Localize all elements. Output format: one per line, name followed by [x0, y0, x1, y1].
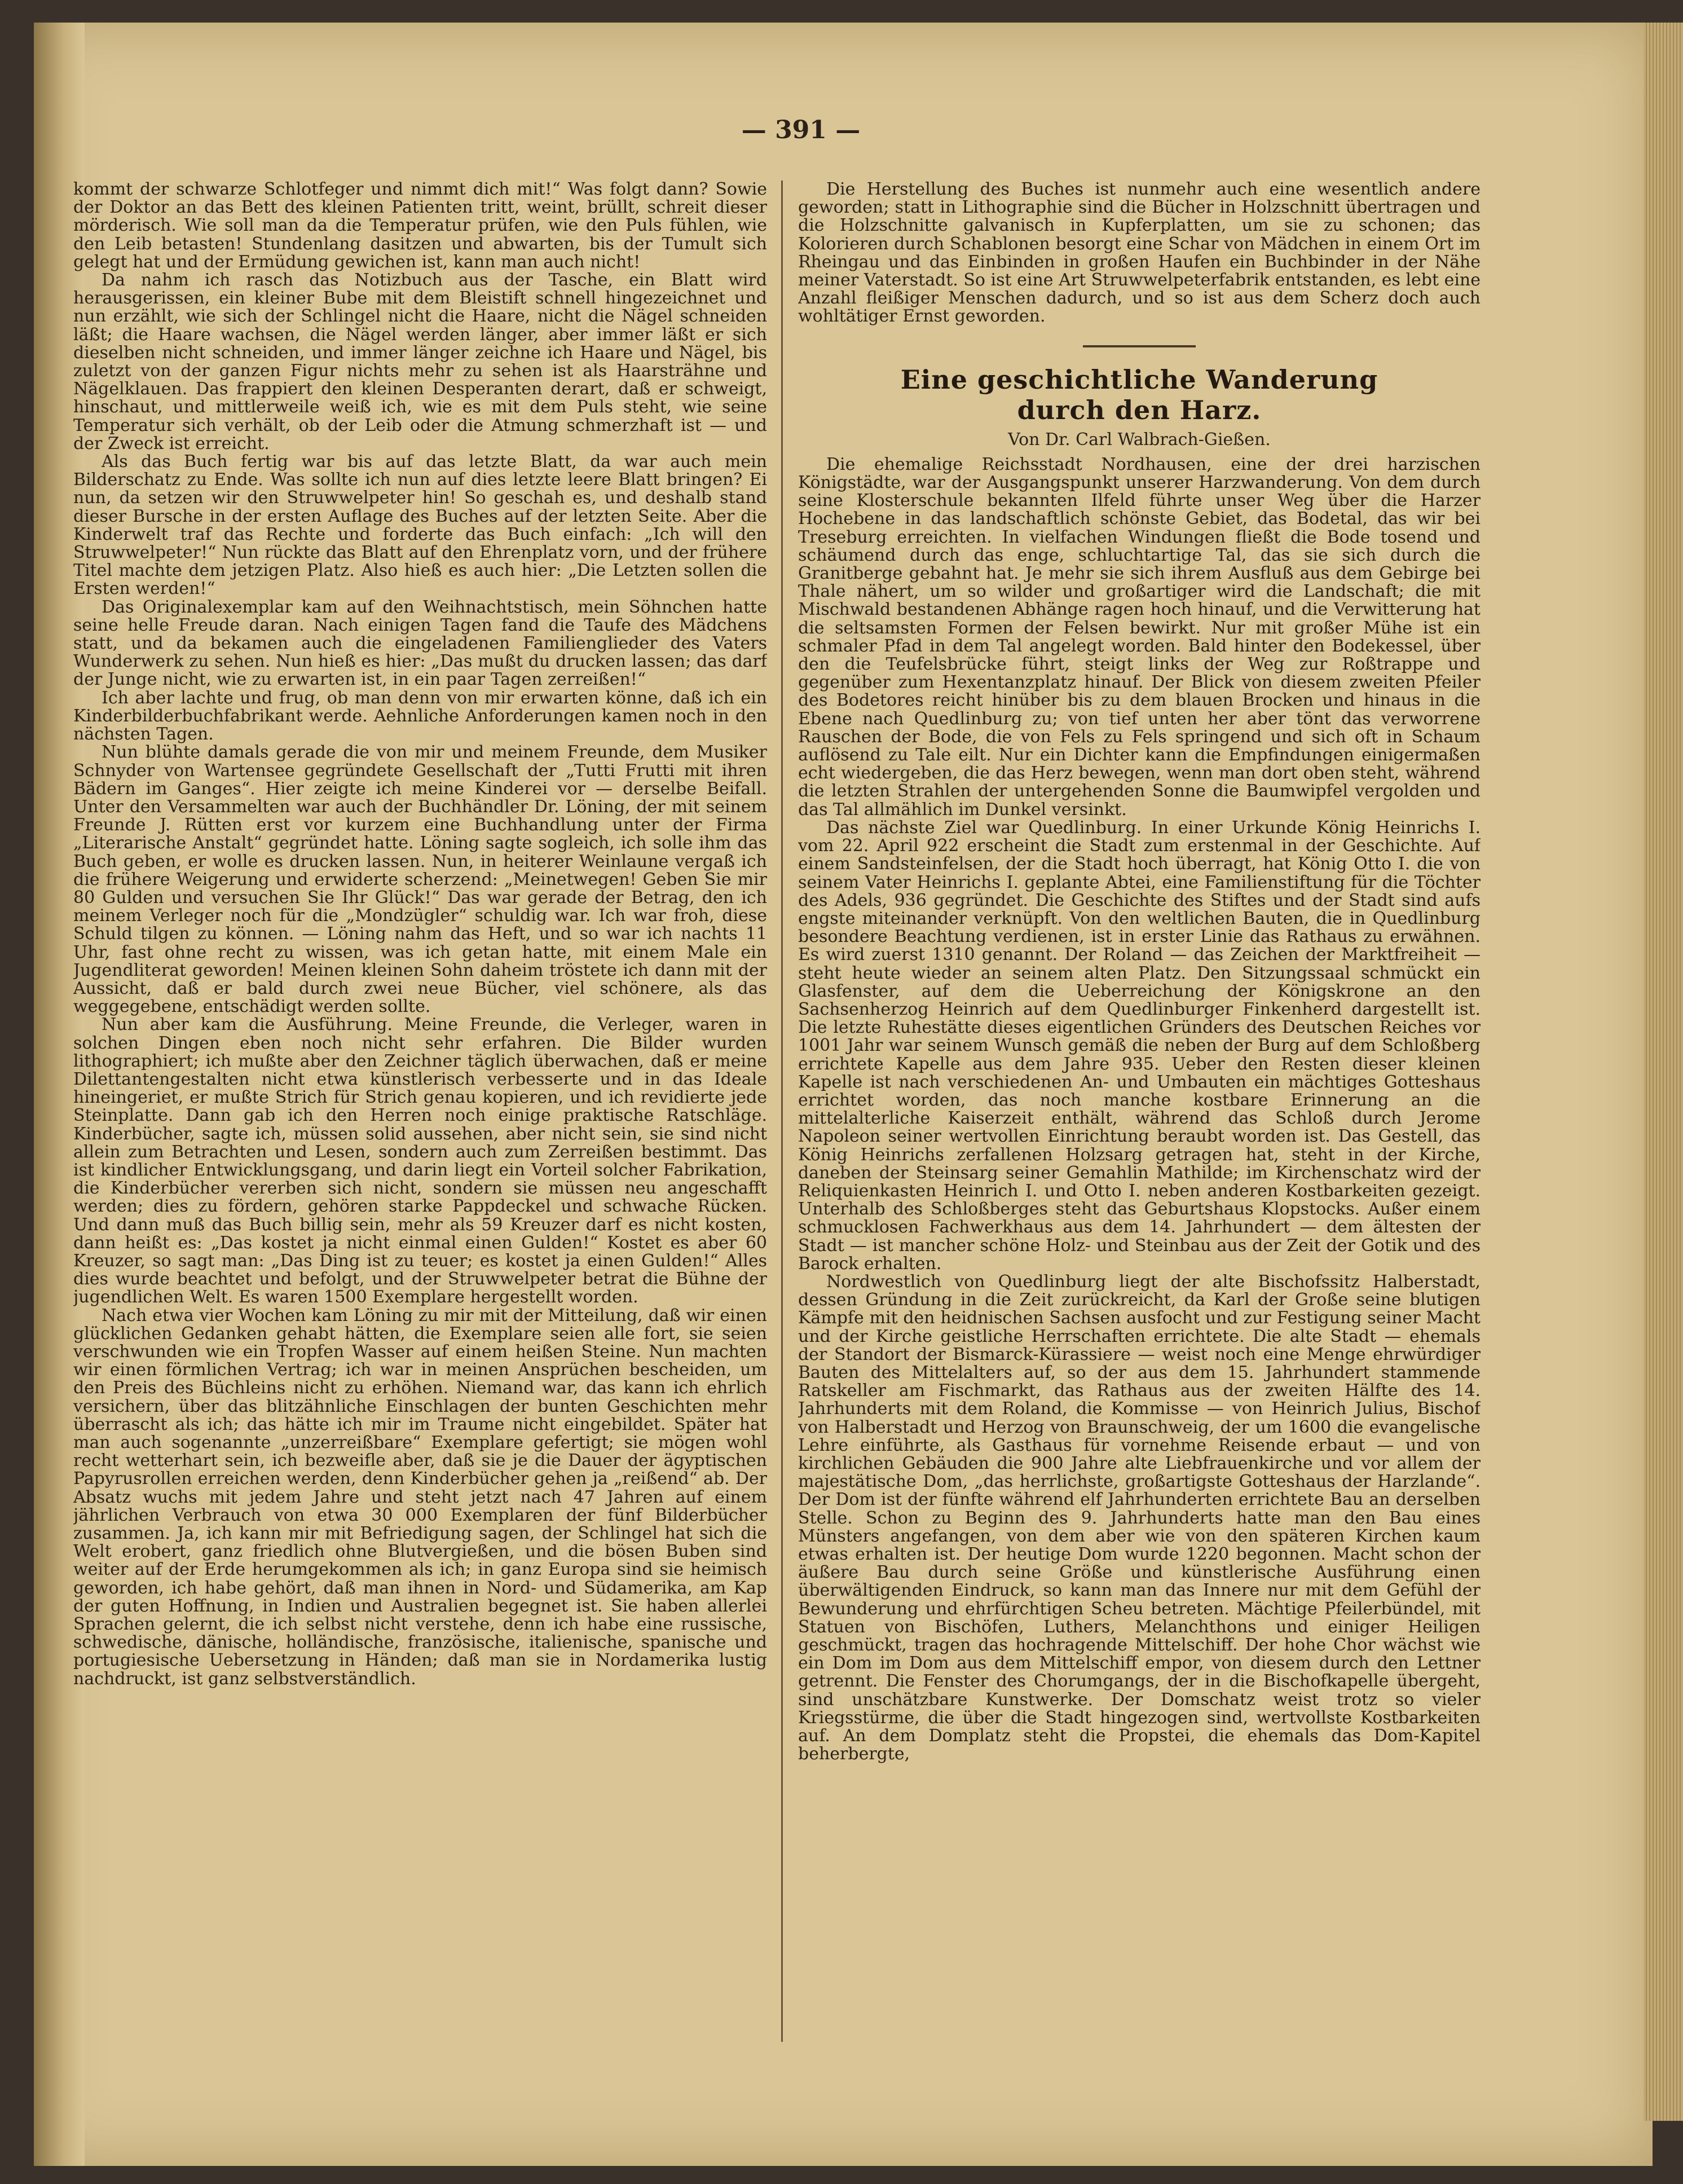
- article-title: [798, 364, 1481, 425]
- left-paragraph: Nach etwa vier Wochen kam Löning zu mir mit der Mitteilung, daß wir einen glücklichen Gedanken gehabt hätten, die Exemplare seien alle fort, sie seien verschwunden wie ein Tropfen Wasser auf einem heißen Steine. Nun machten wir einen förmlichen Vertrag; ich war in meinen Ansprüchen bescheiden, um den Preis des Büchleins nicht zu erhöhen. Niemand war, das kann ich ehrlich versichern, über das blitzähnliche Einschlagen der bunten Geschichten mehr überrascht als ich; das hätte ich mir im Traume nicht eingebildet. Später hat man auch sogenannte „unzerreißbare“ Exemplare gefertigt; sie mögen wohl recht wetterhart sein, ich bezweifle aber, daß sie je die Dauer der ägyptischen Papyrusrollen erreichen werden, denn Kinderbücher gehen ja „reißend“ ab. Der Absatz wuchs mit jedem Jahre und steht jetzt nach 47 Jahren auf einem jährlichen Verbrauch von etwa 30 000 Exemplaren der fünf Bilderbücher zusammen. Ja, ich kann mir mit Befriedigung sagen, der Schlingel hat sich die Welt erobert, ganz friedlich ohne Blutvergießen, und die bösen Buben sind weiter auf der Erde herumgekommen als ich; in ganz Europa sind sie heimisch geworden, ich habe gehört, daß man ihnen in Nord- und Südamerika, am Kap der guten Hoffnung, in Indien und Australien begegnet ist. Sie haben allerlei Sprachen gelernt, die ich selbst nicht verstehe, denn ich habe eine russische, schwedische, dänische, holländische, französische, italienische, spanische und portugiesische Uebersetzung in Händen; daß man sie in Nordamerika lustig nachdruckt, ist ganz selbstverständlich.: [73, 1305, 767, 1689]
- right-column: [798, 180, 1481, 2042]
- right-intro-paragraph: Die Herstellung des Buches ist nunmehr auch eine wesentlich andere geworden; statt in Lithographie sind die Bücher in Holzschnitt übertragen und die Holzschnitte galvanisch in Kupferplatten, um sie zu schonen; das Kolorieren durch Schablonen besorgt eine Schar von Mädchen in einem Ort im Rheingau und das Einbinden in großen Haufen ein Buchbinder in der Nähe meiner Vaterstadt. So ist eine Art Struwwelpeterfabrik entstanden, es lebt eine Anzahl fleißiger Menschen dadurch, und so ist aus dem Scherz doch auch wohltätiger Ernst geworden.: [798, 180, 1481, 327]
- article-paragraph: Die ehemalige Reichsstadt Nordhausen, eine der drei harzischen Königstädte, war der Ausgangspunkt unserer Harzwanderung. Von dem durch seine Klosterschule bekannten Ilfeld führte unser Weg über die Harzer Hochebene in das landschaftlich schönste Gebiet, das Bodetal, das wir bei Treseburg erreichten. In vielfachen Windungen fließt die Bode tosend und schäumend durch das enge, schluchtartige Tal, das sie sich durch die Granitberge gebahnt hat. Je mehr sie sich ihrem Ausfluß aus dem Gebirge bei Thale nähert, um so wilder und großartiger wird die Landschaft; die mit Mischwald bestandenen Abhänge ragen hoch hinauf, und die Verwitterung hat die seltsamsten Formen der Felsen bewirkt. Nur mit großer Mühe ist ein schmaler Pfad in dem Tal angelegt worden. Bald hinter den Bodekessel, über den die Teufelsbrücke führt, steigt links der Weg zur Roßtrappe und gegenüber zum Hexentanzplatz hinauf. Der Blick von diesem zweiten Pfeiler des Bodetores reicht hinüber bis zu dem blauen Brocken und hinaus in die Ebene nach Quedlinburg zu; von tief unten her aber tönt das verworrene Rauschen der Bode, die von Fels zu Fels springend und sich oft in Schaum auflösend zu Tale eilt. Nur ein Dichter kann die Empfindungen einigermaßen echt wiedergeben, die das Herz bewegen, wenn man dort oben steht, während die letzten Strahlen der untergehenden Sonne die Baumwipfel vergolden und das Tal allmählich im Dunkel versinkt.: [798, 454, 1481, 820]
- left-paragraph: kommt der schwarze Schlotfeger und nimmt dich mit!“ Was folgt dann? Sowie der Doktor an das Bett des kleinen Patienten tritt, weint, brüllt, schreit dieser mörderisch. Wie soll man da die Temperatur prüfen, wie den Puls fühlen, wie den Leib betasten! Stundenlang dasitzen und abwarten, bis der Tumult sich gelegt hat und der Ermüdung gewichen ist, kann man auch nicht!: [73, 180, 767, 272]
- left-paragraph: Nun aber kam die Ausführung. Meine Freunde, die Verleger, waren in solchen Dingen eben noch nicht sehr erfahren. Die Bilder wurden lithographiert; ich mußte aber den Zeichner täglich überwachen, daß er meine Dilettantengestalten nicht etwa künstlerisch verbesserte und in das Ideale hineingeriet, er mußte Strich für Strich genau kopieren, und ich revidierte jede Steinplatte. Dann gab ich den Herren noch einige praktische Ratschläge. Kinderbücher, sagte ich, müssen solid aussehen, aber nicht sein, sie sind nicht allein zum Betrachten und Lesen, sondern auch zum Zerreißen bestimmt. Das ist kindlicher Entwicklungsgang, und darin liegt ein Vorteil solcher Fabrikation, die Kinderbücher vererben sich nicht, sondern sie müssen neu angeschafft werden; dies zu fördern, gehören starke Pappdeckel und schwache Rücken. Und dann muß das Buch billig sein, mehr als 59 Kreuzer darf es nicht kosten, dann heißt es: „Das kostet ja nicht einmal einen Gulden!“ Kostet es aber 60 Kreuzer, so sagt man: „Das Ding ist zu teuer; es kostet ja einen Gulden!“ Alles dies wurde beachtet und befolgt, und der Struwwelpeter betrat die Bühne der jugendlichen Welt. Es waren 1500 Exemplare hergestellt worden.: [73, 1015, 767, 1307]
- left-paragraph: Das Originalexemplar kam auf den Weihnachtstisch, mein Söhnchen hatte seine helle Freude daran. Nach einigen Tagen fand die Taufe des Mädchens statt, und da bekamen auch die eingeladenen Familienglieder des Vaters Wunderwerk zu sehen. Nun hieß es hier: „Das mußt du drucken lassen; das darf der Junge nicht, wie zu erwarten ist, in ein paar Tagen zerreißen!“: [73, 597, 767, 690]
- column-divider: [781, 180, 783, 2042]
- page-edges: [1644, 23, 1683, 2121]
- page-number: — 391 —: [741, 116, 861, 144]
- left-paragraph: Nun blühte damals gerade die von mir und meinem Freunde, dem Musiker Schnyder von Wartensee gegründete Gesellschaft der „Tutti Frutti mit ihren Bädern im Ganges“. Hier zeigte ich meine Kinderei vor — derselbe Beifall. Unter den Versammelten war auch der Buchhändler Dr. Löning, der mit seinem Freunde J. Rütten erst vor kurzem eine Buchhandlung unter der Firma „Literarische Anstalt“ gegründet hatte. Löning sagte sogleich, ich solle ihm das Buch geben, er wolle es drucken lassen. Nun, in heiterer Weinlaune vergaß ich die frühere Weigerung und erwiderte scherzend: „Meinetwegen! Geben Sie mir 80 Gulden und versuchen Sie Ihr Glück!“ Das war gerade der Betrag, den ich meinem Verleger noch für die „Mondzügler“ schuldig war. Ich war froh, diese Schuld tilgen zu können. — Löning nahm das Heft, und so war ich nachts 11 Uhr, fast ohne recht zu wissen, was ich getan hatte, mit einem Male ein Jugendliterat geworden! Meinen kleinen Sohn daheim tröstete ich dann mit der Aussicht, daß er bald durch zwei neue Bücher, viel schönere, als das weggegebene, entschädigt werden sollte.: [73, 742, 767, 1017]
- left-paragraph: Ich aber lachte und frug, ob man denn von mir erwarten könne, daß ich ein Kinderbilderbuchfabrikant werde. Aehnliche Anforderungen kamen noch in den nächsten Tagen.: [73, 688, 767, 745]
- article-paragraph: Das nächste Ziel war Quedlinburg. In einer Urkunde König Heinrichs I. vom 22. April 922 erscheint die Stadt zum erstenmal in der Geschichte. Auf einem Sandsteinfelsen, der die Stadt hoch überragt, hat König Otto I. die von seinem Vater Heinrichs I. geplante Abtei, eine Familienstiftung für die Töchter des Adels, 936 gegründet. Die Geschichte des Stiftes und der Stadt sind aufs engste miteinander verknüpft. Von den weltlichen Bauten, die in Quedlinburg besondere Beachtung verdienen, ist in erster Linie das Rathaus zu erwähnen. Es wird zuerst 1310 genannt. Der Roland — das Zeichen der Marktfreiheit — steht heute wieder an seinem alten Platz. Den Sitzungssaal schmückt ein Glasfenster, auf dem die Ueberreichung der Königskrone an den Sachsenherzog Heinrich auf dem Quedlinburger Finkenherd dargestellt ist. Die letzte Ruhestätte dieses eigentlichen Gründers des Deutschen Reiches vor 1001 Jahr war seinem Wunsch gemäß die neben der Burg auf dem Schloßberg errichtete Kapelle aus dem Jahre 935. Ueber den Resten dieser kleinen Kapelle ist nach verschiedenen An- und Umbauten ein mächtiges Gotteshaus errichtet worden, das noch manche kostbare Erinnerung an die mittelalterliche Kaiserzeit enthält, während das Schloß durch Jerome Napoleon seiner wertvollen Einrichtung beraubt worden ist. Das Gestell, das König Heinrichs zerfallenen Holzsarg getragen hat, steht in der Kirche, daneben der Steinsarg seiner Gemahlin Mathilde; im Kirchenschatz wird der Reliquienkasten Heinrich I. und Otto I. neben anderen Kostbarkeiten gezeigt. Unterhalb des Schloßberges steht das Geburtshaus Klopstocks. Außer einem schmucklosen Fachwerkhaus aus dem 14. Jahrhundert — dem ältesten der Stadt — ist mancher schöne Holz- und Steinbau aus der Zeit der Gotik und des Barock erhalten.: [798, 817, 1481, 1274]
- article-title-line: durch den Harz.: [1017, 394, 1262, 425]
- article-byline: Von Dr. Carl Walbrach-Gießen.: [1008, 429, 1271, 450]
- left-column: [73, 180, 767, 2042]
- section-rule: [1083, 345, 1196, 347]
- article-paragraph: Nordwestlich von Quedlinburg liegt der alte Bischofssitz Halberstadt, dessen Gründung in die Zeit zurückreicht, da Karl der Große seine blutigen Kämpfe mit den heidnischen Sachsen ausfocht und zur Festigung seiner Macht und der Kirche geistliche Herrschaften errichtete. Die alte Stadt — ehemals der Standort der Bismarck-Kürassiere — weist noch eine Menge ehrwürdiger Bauten des Mittelalters auf, so der aus dem 15. Jahrhundert stammende Ratskeller am Fischmarkt, das Rathaus aus der zweiten Hälfte des 14. Jahrhunderts mit dem Roland, die Kommisse — von Heinrich Julius, Bischof von Halberstadt und Herzog von Braunschweig, der um 1600 die evangelische Lehre einführte, als Gasthaus für vornehme Reisende erbaut — und von kirchlichen Gebäuden die 900 Jahre alte Liebfrauenkirche und vor allem der majestätische Dom, „das herrlichste, großartigste Gotteshaus der Harzlande“. Der Dom ist der fünfte während elf Jahrhunderten errichtete Bau an derselben Stelle. Schon zu Beginn des 9. Jahrhunderts hatte man den Bau eines Münsters angefangen, von dem aber wie von den späteren Kirchen kaum etwas erhalten ist. Der heutige Dom wurde 1220 begonnen. Macht schon der äußere Bau durch seine Größe und künstlerische Ausführung einen überwältigenden Eindruck, so kann man das Innere nur mit dem Gefühl der Bewunderung und ehrfürchtigen Scheu betreten. Mächtige Pfeilerbündel, mit Statuen von Bischöfen, Luthers, Melanchthons und einiger Heiligen geschmückt, tragen das hochragende Mittelschiff. Der hohe Chor wächst wie ein Dom im Dom aus dem Mittelschiff empor, von diesem durch den Lettner getrennt. Die Fenster des Chorumgangs, der in die Bischofkapelle übergeht, sind unschätzbare Kunstwerke. Der Domschatz weist trotz so vieler Kriegsstürme, die über die Stadt hingezogen sind, wertvollste Kostbarkeiten auf. An dem Domplatz steht die Propstei, die ehemals das Dom-Kapitel beherbergte,: [798, 1271, 1481, 1764]
- left-paragraph: Da nahm ich rasch das Notizbuch aus der Tasche, ein Blatt wird herausgerissen, ein kleiner Bube mit dem Bleistift schnell hingezeichnet und nun erzählt, wie sich der Schlingel nicht die Haare, nicht die Nägel schneiden läßt; die Haare wachsen, die Nägel werden länger, aber immer läßt er sich dieselben nicht schneiden, und immer länger zeichne ich Haare und Nägel, bis zuletzt von der ganzen Figur nichts mehr zu sehen ist als Haarsträhne und Nägelklauen. Das frappiert den kleinen Desperanten derart, daß er schweigt, hinschaut, und mittlerweile weiß ich, wie es mit dem Puls steht, wie seine Temperatur sich verhält, ob der Leib oder die Atmung schmerzhaft ist — und der Zweck ist erreicht.: [73, 270, 767, 453]
- left-paragraph: Als das Buch fertig war bis auf das letzte Blatt, da war auch mein Bilderschatz zu Ende. Was sollte ich nun auf dies letzte leere Blatt bringen? Ei nun, da setzen wir den Struwwelpeter hin! So geschah es, und deshalb stand dieser Bursche in der ersten Auflage des Buches auf der letzten Seite. Aber die Kinderwelt traf das Rechte und forderte das Buch einfach: „Ich will den Struwwelpeter!“ Nun rückte das Blatt auf den Ehrenplatz vorn, und der frühere Titel machte dem jetzigen Platz. Also hieß es auch hier: „Die Letzten sollen die Ersten werden!“: [73, 452, 767, 599]
- article-title-line: Eine geschichtliche Wanderung: [900, 364, 1378, 395]
